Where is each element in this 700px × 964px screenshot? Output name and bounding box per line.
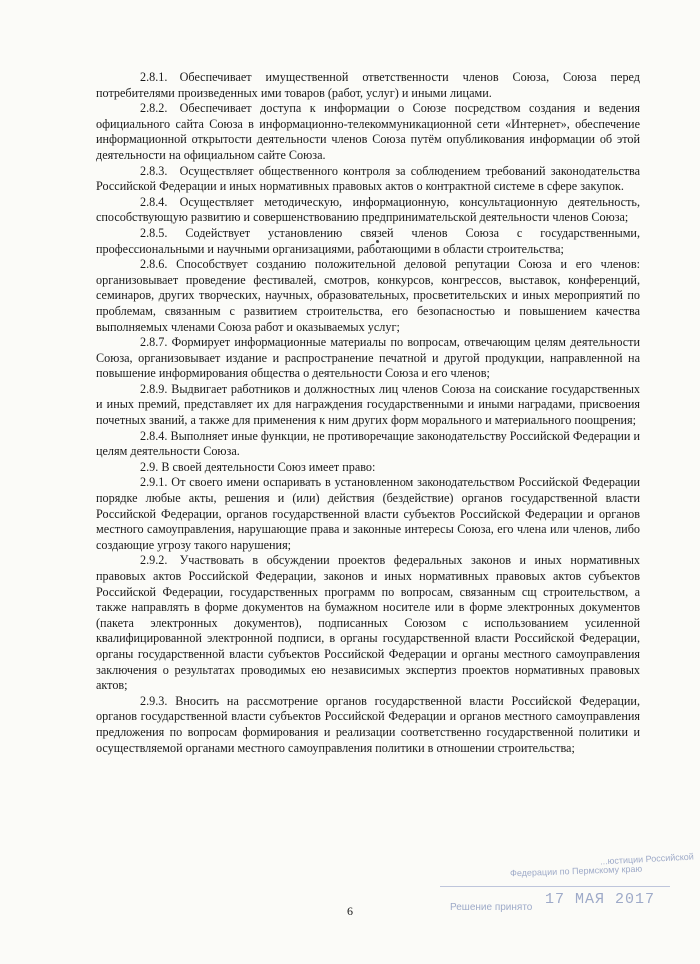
page-number: 6	[347, 904, 353, 918]
paragraph-2-8-3: 2.8.3. Осуществляет общественного контроля за соблюдением требований законодательства Российской Федерации и иных нормативных правовых актов о контрактной системе в сфере закупок.	[96, 163, 640, 194]
paragraph-2-8-6: 2.8.6. Способствует созданию положительной деловой репутации Союза и его членов: организовывает проведение фестивалей, смотров, конкурсов, конгрессов, выставок, конференций, семинаров, других творческих, научных, образовательных, просветительских и иных мероприятий по проблемам, связанным с развитием строительства, его безопасностью и повышением качества выполняемых членами Союза работ и оказываемых услуг;	[96, 257, 640, 334]
document-body	[96, 70, 640, 756]
paragraph-2-8-4b: 2.8.4. Выполняет иные функции, не противоречащие законодательству Российской Федерации и целям деятельности Союза.	[96, 428, 640, 459]
stamp-line-ministry: ...юстиции Российской	[599, 851, 695, 867]
paragraph-2-9-2: 2.9.2. Участвовать в обсуждении проектов федеральных законов и иных нормативных правовых актов Российской Федерации, законов и иных нормативных правовых актов субъектов Российской Федерации, государственных программ по вопросам, связанным сщ строительством, а также направлять в форме документов на бумажном носителе или в форме электронных документов (пакета электронных документов), подписанных Союзом с использованием усиленной квалифицированной электронной подписи, в органы государственной власти Российской Федерации, органы государственной власти субъектов Российской Федерации и органы местного самоуправления заключения о результатах проводимых ею независимых экспертиз проектов нормативных правовых актов;	[96, 553, 640, 693]
paragraph-2-8-7: 2.8.7. Формирует информационные материалы по вопросам, отвечающим целям деятельности Союза, организовывает издание и распространение печатной и другой продукции, направленной на повышение информирования общества о деятельности Союза и его членов;	[96, 335, 640, 381]
paragraph-2-8-2: 2.8.2. Обеспечивает доступа к информации о Союзе посредством создания и ведения официального сайта Союза в информационно-телекоммуникационной сети «Интернет», обеспечение информационной открытости деятельности членов Союза путём опубликования информации об этой деятельности на официальном сайте Союза.	[96, 101, 640, 162]
registration-stamp	[440, 846, 695, 936]
paragraph-2-9-1: 2.9.1. От своего имени оспаривать в установленном законодательством Российской Федерации порядке любые акты, решения и (или) действия (бездействие) органов государственной власти Российской Федерации, органов государственной власти субъектов Российской Федерации и органов местного самоуправления, нарушающие права и законные интересы Союза, его члена или членов, либо создающие угрозу такого нарушения;	[96, 475, 640, 552]
stamp-line-region: Федерации по Пермскому краю	[509, 863, 643, 879]
paragraph-2-8-4: 2.8.4. Осуществляет методическую, информационную, консультационную деятельность, способствующую развитию и совершенствованию предпринимательской деятельности членов Союза;	[96, 194, 640, 225]
paragraph-2-9: 2.9. В своей деятельности Союз имеет право:	[140, 459, 376, 474]
stamp-divider	[440, 886, 670, 887]
stamp-date: 17 МАЯ 2017	[545, 891, 656, 908]
paragraph-2-9-3: 2.9.3. Вносить на рассмотрение органов государственной власти Российской Федерации, органов государственной власти субъектов Российской Федерации и органов местного самоуправления предложения по вопросам формирования и реализации соответственно государственной политики и осуществляемой органами местного самоуправления политики в отношении строительства;	[96, 693, 640, 755]
paragraph-2-8-9: 2.8.9. Выдвигает работников и должностных лиц членов Союза на соискание государственных и иных премий, представляет их для награждения государственными и иными наградами, присвоения почетных званий, а также для применения к ним других форм морального и материального поощрения;	[96, 381, 640, 428]
paragraph-2-8-1: 2.8.1. Обеспечивает имущественной ответственности членов Союза, Союза перед потребителями произведенных ими товаров (работ, услуг) и иными лицами.	[96, 70, 640, 100]
stamp-decision-label: Решение принято	[450, 902, 533, 913]
paragraph-2-8-5: 2.8.5. Содействует установлению связей членов Союза с государственными, профессиональными и научными организациями, работающими в области строительства;	[96, 225, 640, 256]
